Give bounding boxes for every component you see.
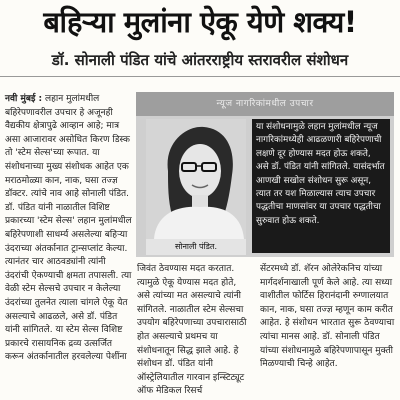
photo-box bbox=[136, 92, 394, 257]
inset-text-box: या संशोधनामुळे लहान मुलांमधील न्यूज नागरिकांमध्येही आढळणारी बहिरेपणाची लक्षणे दूर होण्यास मदत होऊ शकते, असे डॉ. पंडित यांनी सांगितले. यासंदर्भात आणखी सखोल संशोधन सुरू असून, त्यात तर यश मिळाल्यास त्याच उपचार पद्धतीचा माणसांवर या उपचार पद्धतीचा सुरुवात होऊ शकते. bbox=[252, 119, 390, 253]
dateline: नवी मुंबई : bbox=[5, 94, 43, 104]
article-column-3: सेंटरमध्ये डॉ. शॅरन ओलेरेकनिच यांच्या मार्गदर्शनाखाली पूर्ण केले आहे. त्या सध्या वाशीतील फोर्टिस हिरानंदानी रुग्णालयात कान, नाक, घसा तज्ज्ञ म्हणून काम करीत आहेत. हे संशोधन भारतात सुरू ठेवण्याचा त्यांचा मानस आहे. डॉ. सोनाली पंडित यांच्या संशोधनामुळे बहिरेपणापासून मुक्ती मिळण्याची चिन्हे आहेत. bbox=[260, 264, 395, 370]
photo-box-header: न्यूज नागरिकांमधील उपचार bbox=[136, 92, 394, 116]
portrait-image bbox=[146, 119, 246, 239]
photo-caption: सोनाली पंडित. bbox=[146, 239, 246, 255]
column-1-text: लहान मुलांमधील बहिरेपणावरील उपचार हे अजूनही वैद्यकीय क्षेत्रापुढे आव्हान आहे; मात्र असा आजारावर असोधित किरण डिस्क तो 'स्टेम सेल्स'च्या रूपात. या संशोधनाच्या मुख्य संशोधक आहेत एक मराठमोळ्या कान, नाक, घसा तज्ज्ञ डॉक्टर. त्यांचे नाव आहे सोनाली पंडित. डॉ. पंडित यांनी नाळातील विशिष्ट प्रकारच्या 'स्टेम सेल्स' लहान मुलांमधील बहिरेपणाशी साधर्म्य असलेल्या बहिऱ्या उंदराच्या अंतर्कानात ट्रान्सप्लांट केल्या. त्यानंतर चार आठवड्यांनी त्यांनी उंदरांची ऐकण्याची क्षमता तपासली. त्या वेळी स्टेम सेल्सचे उपचार न केलेल्या उंदरांच्या तुलनेत त्याला चांगले ऐकू येत असल्याचे आढळले, असे डॉ. पंडित यांनी सांगितले. या स्टेम सेल्स विशिष्ट प्रकारचे रासायनिक द्रव्य उत्सर्जित करून अंतर्कानातील हरवलेल्या पेशींना bbox=[5, 94, 132, 363]
portrait-photo bbox=[146, 119, 246, 239]
article-headline: बहिऱ्या मुलांना ऐकू येणे शक्य! bbox=[43, 5, 357, 39]
column-1-paragraph bbox=[5, 93, 132, 365]
header-divider bbox=[0, 76, 400, 77]
article-column-1 bbox=[5, 93, 132, 365]
article-subheadline: डॉ. सोनाली पंडित यांचे आंतरराष्ट्रीय स्तरावरील संशोधन bbox=[51, 51, 349, 69]
article-column-2: जिवंत ठेवण्यास मदत करतात. त्यामुळे ऐकू येण्यास मदत होते, असे त्यांच्या मत असल्याचे त्यांनी सांगितले. नाळातील स्टेम सेल्सचा उपयोग बहिरेपणाच्या उपचारासाठी होत असल्याचे प्रथमच या संशोधनातून सिद्ध झाले आहे. हे संशोधन डॉ. पंडित यांनी ऑस्ट्रेलियातील गारवान इन्स्टिट्यूट ऑफ मेडिकल रिसर्च bbox=[137, 264, 247, 397]
